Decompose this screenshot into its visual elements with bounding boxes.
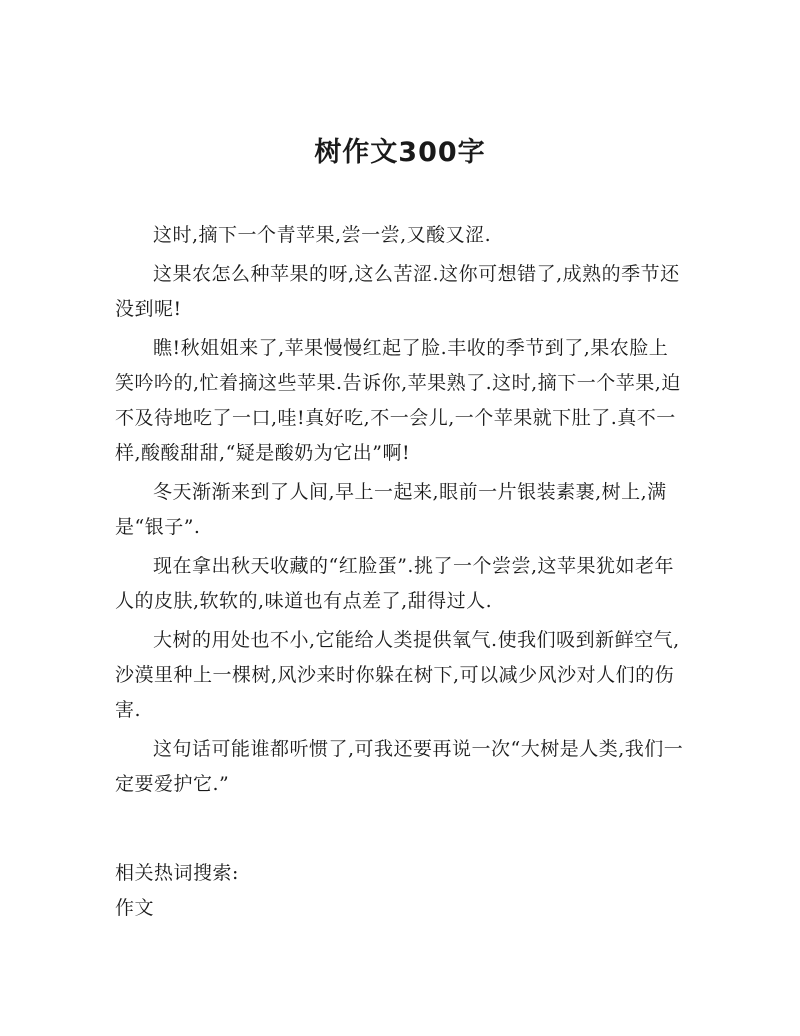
page-title: 树作文300字 (314, 137, 486, 168)
paragraph: 这句话可能谁都听惯了,可我还要再说一次“大树是人类,我们一定要爱护它.” (115, 738, 684, 795)
paragraph: 冬天渐渐来到了人间,早上一起来,眼前一片银装素裹,树上,满是“银子”. (115, 481, 667, 538)
paragraph: 这时,摘下一个青苹果,尝一尝,又酸又涩. (153, 224, 492, 246)
related-keyword-link[interactable]: 作文 (115, 897, 155, 919)
paragraph: 瞧!秋姐姐来了,苹果慢慢红起了脸.丰收的季节到了,果农脸上笑吟吟的,忙着摘这些苹果.告诉你,苹果熟了.这时,摘下一个苹果,迫不及待地吃了一口,哇!真好吃,不一会儿,一个苹果就下肚了.真不一样,酸酸甜甜,“疑是酸奶为它出”啊! (115, 337, 681, 464)
paragraph: 大树的用处也不小,它能给人类提供氧气.使我们吸到新鲜空气,沙漠里种上一棵树,风沙来时你躲在树下,可以减少风沙对人们的伤害. (115, 629, 680, 721)
paragraph: 现在拿出秋天收藏的“红脸蛋”.挑了一个尝尝,这苹果犹如老年人的皮肤,软软的,味道也有点差了,甜得过人. (115, 555, 675, 612)
related-keywords (115, 856, 685, 926)
paragraph: 这果农怎么种苹果的呀,这么苦涩.这你可想错了,成熟的季节还没到呢! (115, 263, 680, 320)
related-label: 相关热词搜索: (115, 862, 239, 884)
article-body (115, 218, 685, 806)
